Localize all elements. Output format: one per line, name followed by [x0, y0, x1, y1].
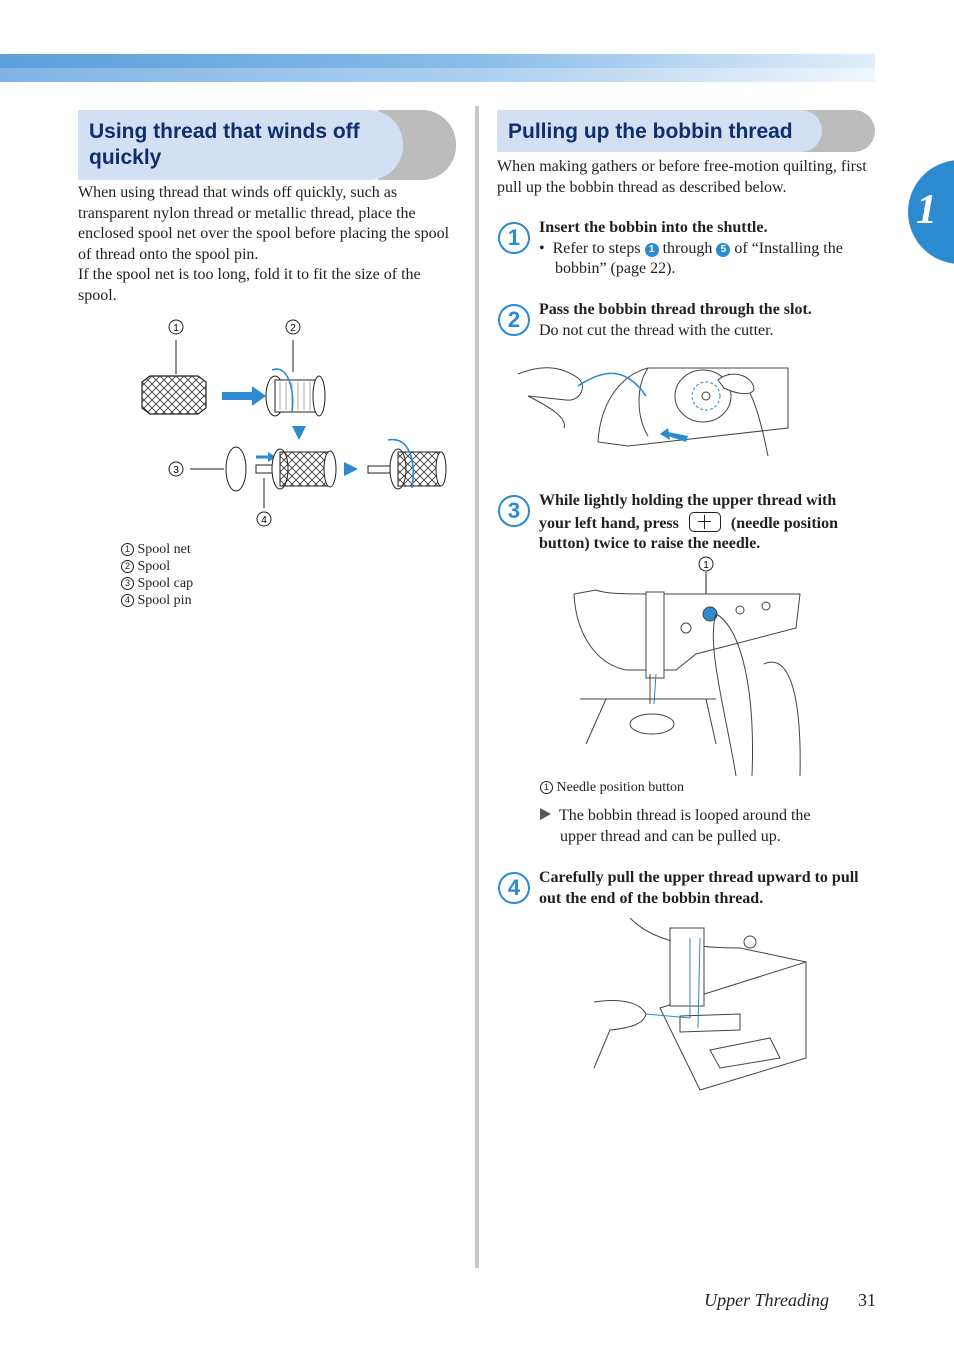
- spool-figure-legend: [121, 541, 321, 609]
- spool-on-pin-drawing: [226, 447, 336, 491]
- callout-4: [257, 478, 271, 526]
- svg-text:3: 3: [173, 465, 179, 476]
- step-2: [539, 300, 879, 341]
- needle-position-button-icon: [689, 512, 721, 532]
- arrow-right-icon: [222, 386, 266, 406]
- svg-text:1: 1: [703, 560, 709, 571]
- legend-item: 2 Spool: [121, 558, 321, 575]
- step-4-title: Carefully pull the upper thread upward to pull out the end of the bobbin thread.: [539, 869, 859, 907]
- svg-text:4: 4: [261, 515, 267, 526]
- section-heading-bobbin: [497, 110, 875, 152]
- step-number-3: 3: [498, 495, 530, 527]
- header-band: [0, 54, 875, 82]
- pull-thread-figure: [590, 918, 810, 1092]
- callout-1: [169, 320, 183, 374]
- step-number-2: 2: [498, 304, 530, 336]
- arrow-down-icon: [292, 426, 306, 440]
- step-ref-badge: 1: [645, 243, 659, 257]
- page-footer: [600, 1290, 876, 1311]
- svg-text:2: 2: [290, 323, 296, 334]
- callout-3: [169, 462, 224, 476]
- needle-position-figure: [566, 554, 806, 776]
- step-2-text: Do not cut the thread with the cutter.: [539, 321, 774, 339]
- result-arrow-icon: [540, 808, 551, 820]
- footer-section: Upper Threading: [704, 1290, 829, 1310]
- spool-net-paragraph: [78, 183, 455, 306]
- step-number-4: 4: [498, 872, 530, 904]
- legend-item: 4 Spool pin: [121, 592, 321, 609]
- legend-item: 3 Spool cap: [121, 575, 321, 592]
- bobbin-intro: When making gathers or before free-motion quilting, first pull up the bobbin thread as described below.: [497, 158, 867, 196]
- step-2-title: Pass the bobbin thread through the slot.: [539, 301, 812, 318]
- chapter-tab: [908, 160, 954, 264]
- arrow-right-small-icon: [344, 462, 358, 476]
- step-3-result: The bobbin thread is looped around the upper thread and can be pulled up.: [540, 806, 880, 847]
- step-1-bullet: • Refer to steps 1 through 5 of “Installing the: [539, 239, 843, 257]
- chapter-number: 1: [916, 187, 937, 233]
- page-number: 31: [858, 1290, 876, 1310]
- spool-drawing: [266, 369, 325, 416]
- needle-figure-legend: 1 Needle position button: [540, 779, 840, 796]
- spool-net-drawing: [142, 376, 206, 414]
- step-number-1: 1: [498, 222, 530, 254]
- section-title: Pulling up the bobbin thread: [508, 120, 793, 143]
- paragraph-2: If the spool net is too long, fold it to fit the size of the spool.: [78, 266, 421, 304]
- section-title: Using thread that winds off quickly: [89, 120, 360, 169]
- step-1-bullet-cont: bobbin” (page 22).: [555, 260, 676, 277]
- assembled-spool-drawing: [368, 440, 446, 489]
- section-heading-spool-net: [78, 110, 456, 180]
- step-1-title: Insert the bobbin into the shuttle.: [539, 219, 768, 236]
- svg-text:1: 1: [173, 323, 179, 334]
- callout-2: [286, 320, 300, 372]
- bobbin-slot-figure: [518, 356, 798, 460]
- step-1: [539, 218, 879, 280]
- step-3-title: While lightly holding the upper thread with your left hand, press (needle position button) twice to raise the needle.: [539, 492, 838, 552]
- column-divider: [475, 106, 479, 1268]
- paragraph-1: When using thread that winds off quickly, such as transparent nylon thread or metallic thread, place the enclosed spool net over the spool before placing the spool of thread onto the spool pin.: [78, 184, 450, 263]
- spool-net-figure: [120, 312, 450, 532]
- legend-item: 1 Spool net: [121, 541, 321, 558]
- step-ref-badge: 5: [716, 243, 730, 257]
